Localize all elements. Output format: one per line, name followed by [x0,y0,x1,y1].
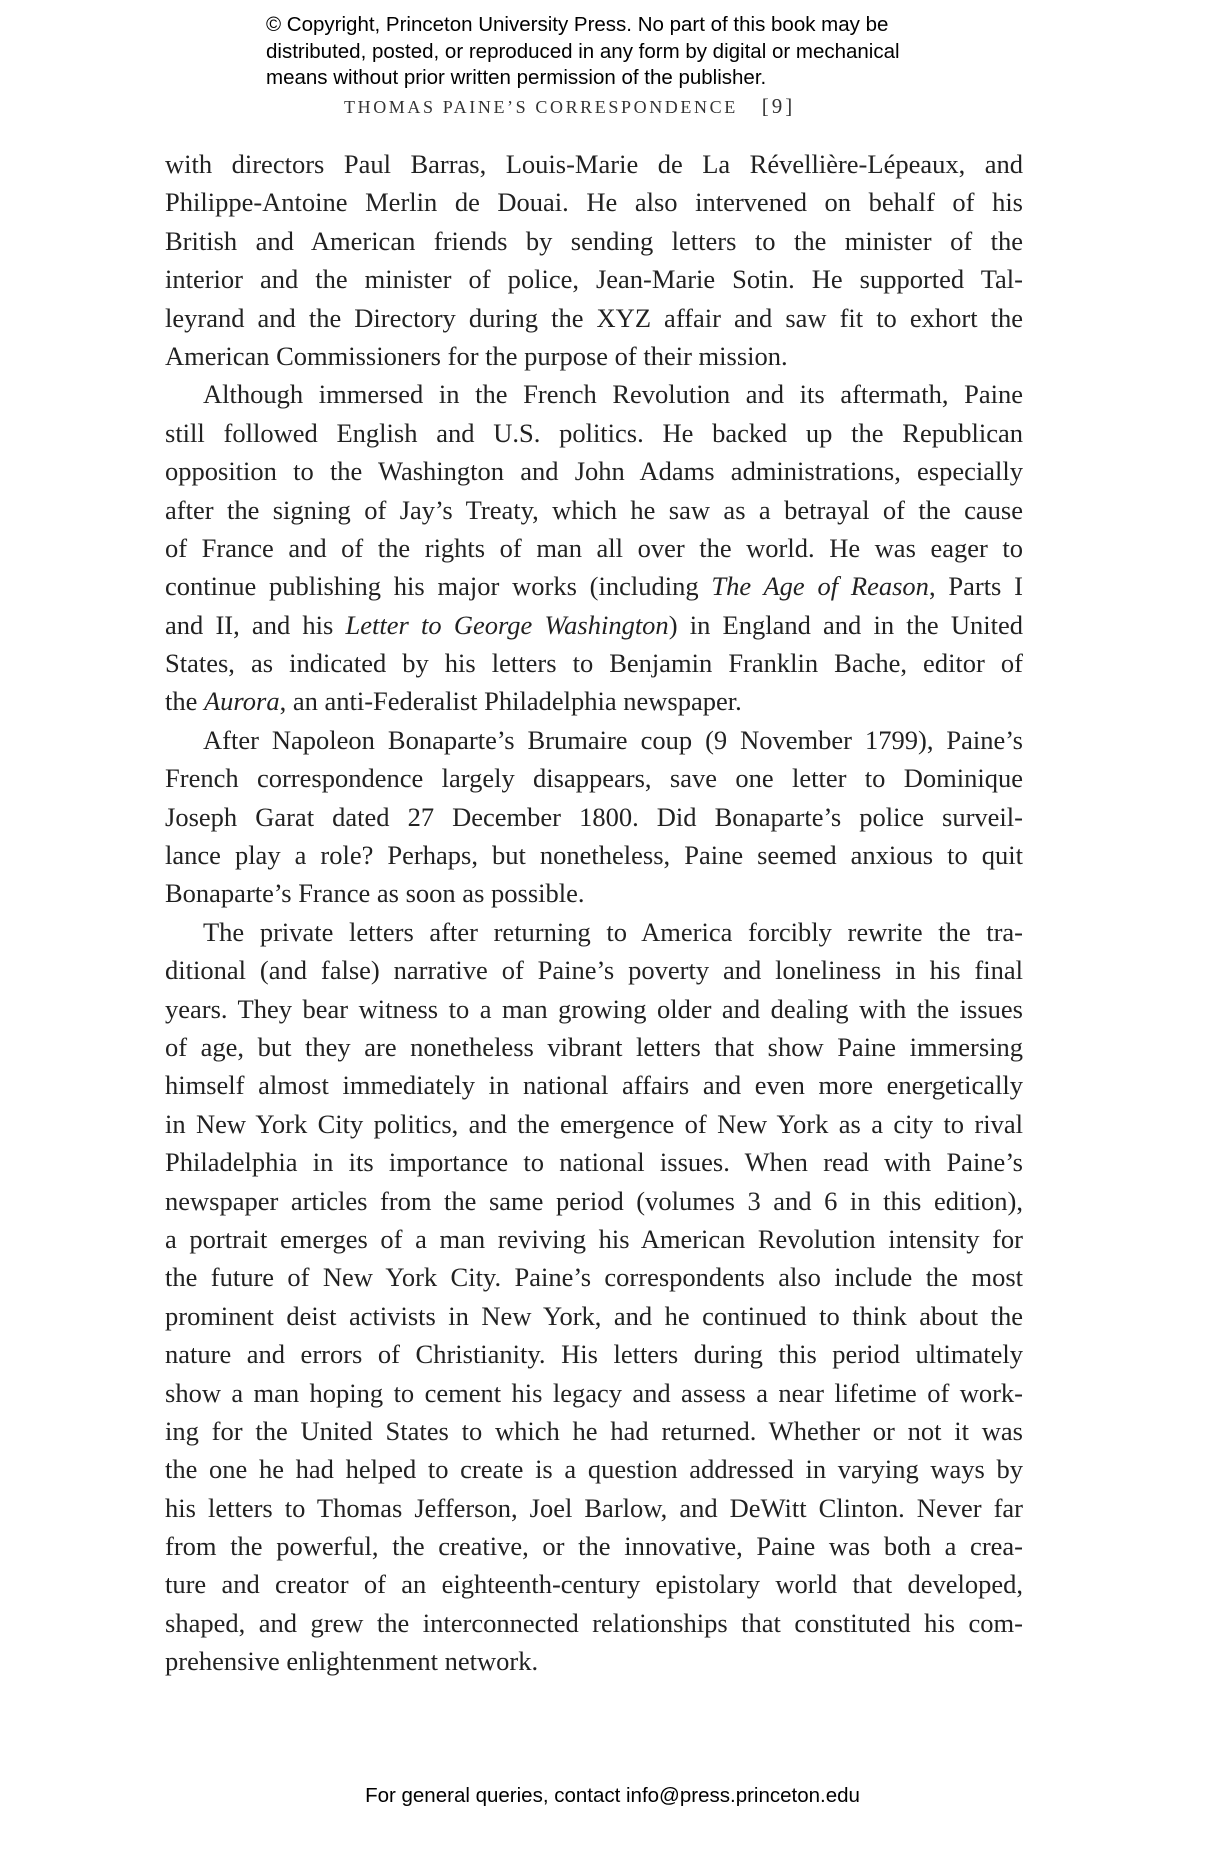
text-segment: the [165,686,204,717]
text-segment: lance play a role? Perhaps, but nonetheless, Paine seemed anxious to quit [165,840,1023,871]
text-line [165,145,1023,183]
text-segment: the one he had helped to create is a question addressed in varying ways by [165,1454,1023,1485]
text-segment: himself almost immediately in national affairs and even more energetically [165,1070,1023,1101]
text-line [165,1412,1023,1450]
paragraph [165,375,1023,721]
text-segment: newspaper articles from the same period (volumes 3 and 6 in this edition), [165,1185,1023,1216]
text-line [165,1450,1023,1488]
text-line [165,337,1023,375]
paragraph [165,145,1023,375]
text-line [165,759,1023,797]
text-segment: prominent deist activists in New York, and he continued to think about the [165,1300,1023,1331]
text-segment: , Parts I [928,571,1023,602]
text-line [165,375,1023,413]
text-line [165,414,1023,452]
text-segment: show a man hoping to cement his legacy and assess a near lifetime of work- [165,1377,1023,1408]
text-line [165,1489,1023,1527]
text-line [165,990,1023,1028]
text-line [165,567,1023,605]
text-segment: continue publishing his major works (including [165,571,712,602]
copyright-line: © Copyright, Princeton University Press. No part of this book may be [266,13,889,36]
text-segment: a portrait emerges of a man reviving his American Revolution intensity for [165,1223,1023,1254]
text-line [165,1220,1023,1258]
text-segment: Philadelphia in its importance to national issues. When read with Paine’s [165,1147,1023,1178]
text-segment: nature and errors of Christianity. His letters during this period ultimately [165,1339,1023,1370]
text-line [165,1374,1023,1412]
running-head [344,94,795,119]
text-segment: Bonaparte’s France as soon as possible. [165,878,585,909]
text-line [165,529,1023,567]
text-line [165,1105,1023,1143]
text-segment: ditional (and false) narrative of Paine’s poverty and loneliness in his final [165,955,1023,986]
text-line [165,951,1023,989]
paragraph [165,913,1023,1681]
text-segment: prehensive enlightenment network. [165,1646,539,1677]
text-segment: from the powerful, the creative, or the innovative, Paine was both a crea- [165,1531,1023,1562]
text-line [165,913,1023,951]
text-segment: ing for the United States to which he had returned. Whether or not it was [165,1415,1023,1446]
text-segment: Philippe-Antoine Merlin de Douai. He also intervened on behalf of his [165,187,1023,218]
text-segment: and II, and his [165,609,346,640]
text-segment: after the signing of Jay’s Treaty, which he saw as a betrayal of the cause [165,494,1023,525]
text-segment: After Napoleon Bonaparte’s Brumaire coup (9 November 1799), Paine’s [203,724,1023,755]
text-segment: opposition to the Washington and John Adams administrations, especially [165,456,1023,487]
text-segment: The private letters after returning to America forcibly rewrite the tra- [203,916,1023,947]
text-line [165,1258,1023,1296]
text-line [165,874,1023,912]
text-segment: ) in England and in the United [668,609,1023,640]
copyright-notice [266,12,900,92]
text-line [165,644,1023,682]
text-line [165,1143,1023,1181]
text-line [165,1527,1023,1565]
italic-title: Letter to George Washington [345,609,669,640]
text-line [165,1642,1023,1680]
text-line [165,222,1023,260]
text-line [165,452,1023,490]
text-segment: years. They bear witness to a man growing older and dealing with the issues [165,993,1023,1024]
text-segment: his letters to Thomas Jefferson, Joel Barlow, and DeWitt Clinton. Never far [165,1492,1023,1523]
text-segment: States, as indicated by his letters to Benjamin Franklin Bache, editor of [165,648,1023,679]
text-segment: of age, but they are nonetheless vibrant letters that show Paine immersing [165,1031,1023,1062]
text-segment: still followed English and U.S. politics. He backed up the Republican [165,417,1023,448]
text-line [165,1182,1023,1220]
text-line [165,1335,1023,1373]
italic-title: The Age of Reason [711,571,929,602]
text-line [165,682,1023,720]
text-line [165,798,1023,836]
text-segment: the future of New York City. Paine’s correspondents also include the most [165,1262,1023,1293]
text-line [165,1604,1023,1642]
page-number: [9] [761,94,796,118]
text-line [165,260,1023,298]
running-head-title: THOMAS PAINE’S CORRESPONDENCE [344,97,738,117]
text-segment: of France and of the rights of man all over the world. He was eager to [165,532,1023,563]
paragraph [165,721,1023,913]
text-segment: , an anti-Federalist Philadelphia newspaper. [279,686,742,717]
text-line [165,299,1023,337]
text-line [165,1028,1023,1066]
copyright-line: distributed, posted, or reproduced in any form by digital or mechanical [266,39,900,63]
text-line [165,606,1023,644]
footer-contact: For general queries, contact info@press.princeton.edu [365,1784,860,1807]
text-segment: interior and the minister of police, Jean-Marie Sotin. He supported Tal- [165,264,1023,295]
text-segment: American Commissioners for the purpose of their mission. [165,340,788,371]
text-segment: with directors Paul Barras, Louis-Marie de La Révellière-Lépeaux, and [165,149,1023,179]
text-segment: French correspondence largely disappears, save one letter to Dominique [165,763,1023,794]
italic-title: Aurora [204,686,280,717]
body-text [165,145,1023,1681]
text-line [165,1297,1023,1335]
text-line [165,721,1023,759]
text-segment: ture and creator of an eighteenth-century epistolary world that developed, [165,1569,1023,1600]
text-line [165,1066,1023,1104]
text-segment: leyrand and the Directory during the XYZ affair and saw fit to exhort the [165,302,1023,333]
text-line [165,836,1023,874]
text-line [165,1565,1023,1603]
text-line [165,183,1023,221]
copyright-line: means without prior written permission of the publisher. [266,66,767,89]
text-segment: British and American friends by sending letters to the minister of the [165,225,1023,256]
text-segment: Although immersed in the French Revolution and its aftermath, Paine [203,379,1023,410]
text-line [165,491,1023,529]
text-segment: in New York City politics, and the emergence of New York as a city to rival [165,1108,1023,1139]
text-segment: shaped, and grew the interconnected relationships that constituted his com- [165,1607,1023,1638]
text-segment: Joseph Garat dated 27 December 1800. Did Bonaparte’s police surveil- [165,801,1023,832]
